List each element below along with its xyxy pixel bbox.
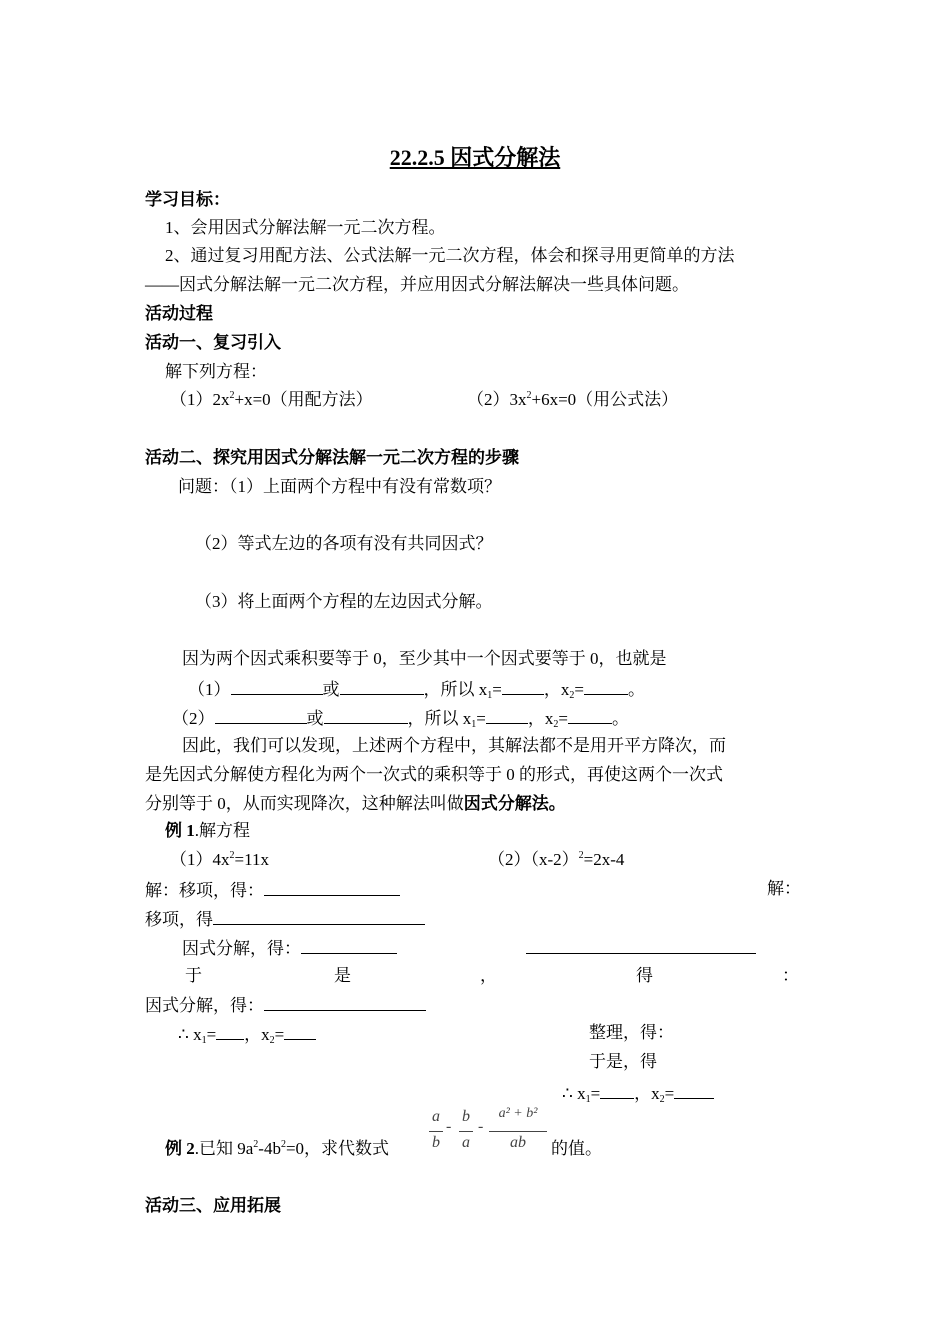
blank-field[interactable] [215, 706, 307, 724]
example1-heading: 例 1.解方程 [165, 821, 250, 840]
solution-right-yushi: 于是，得 [589, 1052, 657, 1071]
word-colon: ： [782, 966, 799, 985]
solution-left-result: ∴ $x_1=$ ，$x_2=$ [178, 1022, 316, 1046]
activity1-equation-1: $(1)2x^2+x=0$（用配方法） [170, 390, 373, 409]
example2-tail: 的值。 [551, 1139, 602, 1158]
blank-field[interactable] [216, 1022, 244, 1040]
example1-problem-1: $(1)4x^2=11x$ [170, 850, 269, 869]
word-de: 得 [636, 966, 653, 985]
objective-2-line1: 2、通过复习用配方法、公式法解一元二次方程，体会和探寻用更简单的方法 [165, 246, 735, 265]
activity1-heading: 活动一、复习引入 [145, 333, 281, 352]
solution-right-blank [526, 936, 756, 960]
fraction-b-over-a: b a [459, 1108, 473, 1156]
question-3: （3）将上面两个方程的左边因式分解。 [195, 592, 493, 611]
activity2-heading: 活动二、探究用因式分解法解一元二次方程的步骤 [145, 448, 519, 467]
fraction-a-over-b: a b [429, 1108, 443, 1156]
blank-field[interactable] [213, 907, 425, 925]
conclusion-line2: 是先因式分解使方程化为两个一次式的乘积等于 0 的形式，再使这两个一次式 [145, 765, 723, 784]
minus-sign: - [478, 1118, 484, 1135]
question-1: 问题：（1）上面两个方程中有没有常数项？ [178, 477, 501, 496]
conclusion-line3: 分别等于 0，从而实现降次，这种解法叫做因式分解法。 [145, 794, 566, 813]
process-heading: 活动过程 [145, 304, 213, 323]
blank-field[interactable] [301, 936, 397, 954]
blank-field[interactable] [231, 677, 323, 695]
blank-field[interactable] [502, 677, 544, 695]
solution-left-factor: 因式分解，得： [182, 936, 397, 960]
fill-row-1: （1） 或 ，所以 $x_1=$ ，$x_2=$ 。 [188, 677, 645, 701]
page-title: 22.2.5 因式分解法 [389, 145, 561, 170]
minus-sign: - [446, 1118, 452, 1135]
solution-right-factor: 因式分解，得： [145, 993, 426, 1017]
blank-field[interactable] [526, 936, 756, 954]
word-comma: ， [480, 966, 497, 985]
solution-left-move: 解：移项，得： [145, 878, 400, 902]
blank-field[interactable] [284, 1022, 316, 1040]
fill-row-2: （2） 或 ，所以 $x_1=$ ，$x_2=$ 。 [172, 706, 629, 730]
blank-field[interactable] [264, 878, 400, 896]
solution-right-result: ∴ $x_1=$ ，$x_2=$ [562, 1081, 714, 1105]
objectives-heading: 学习目标： [145, 190, 230, 209]
activity1-equation-2: $(2)3x^2+6x=0$（用公式法） [467, 390, 679, 409]
word-yu: 于 [185, 966, 202, 985]
blank-field[interactable] [340, 677, 424, 695]
blank-field[interactable] [486, 706, 528, 724]
blank-field[interactable] [324, 706, 408, 724]
activity1-prompt: 解下列方程： [165, 362, 267, 381]
reasoning-text: 因为两个因式乘积要等于 0，至少其中一个因式要等于 0，也就是 [182, 649, 667, 668]
example1-problem-2: $(2)(x-2)^2=2x-4$ [488, 850, 625, 869]
blank-field[interactable] [600, 1081, 634, 1099]
activity3-heading: 活动三、应用拓展 [145, 1196, 281, 1215]
example2-text: 例 2.已知 $9a^2-4b^2=0$，求代数式 [165, 1139, 390, 1158]
objective-2-line2: ——因式分解法解一元二次方程，并应用因式分解法解决一些具体问题。 [145, 275, 689, 294]
blank-field[interactable] [584, 677, 628, 695]
blank-field[interactable] [264, 993, 426, 1011]
solution-right-tidy: 整理，得： [589, 1023, 674, 1042]
blank-field[interactable] [568, 706, 612, 724]
word-shi: 是 [334, 966, 351, 985]
conclusion-line1: 因此，我们可以发现，上述两个方程中，其解法都不是用开平方降次，而 [182, 736, 726, 755]
solution-right-label: 解： [767, 879, 801, 898]
question-2: （2）等式左边的各项有没有共同因式？ [195, 534, 493, 553]
objective-1: 1、会用因式分解法解一元二次方程。 [165, 218, 446, 237]
fraction-sum-squares-over-ab: a² + b² ab [489, 1106, 547, 1156]
solution-right-move: 移项，得 [145, 907, 425, 931]
blank-field[interactable] [674, 1081, 714, 1099]
